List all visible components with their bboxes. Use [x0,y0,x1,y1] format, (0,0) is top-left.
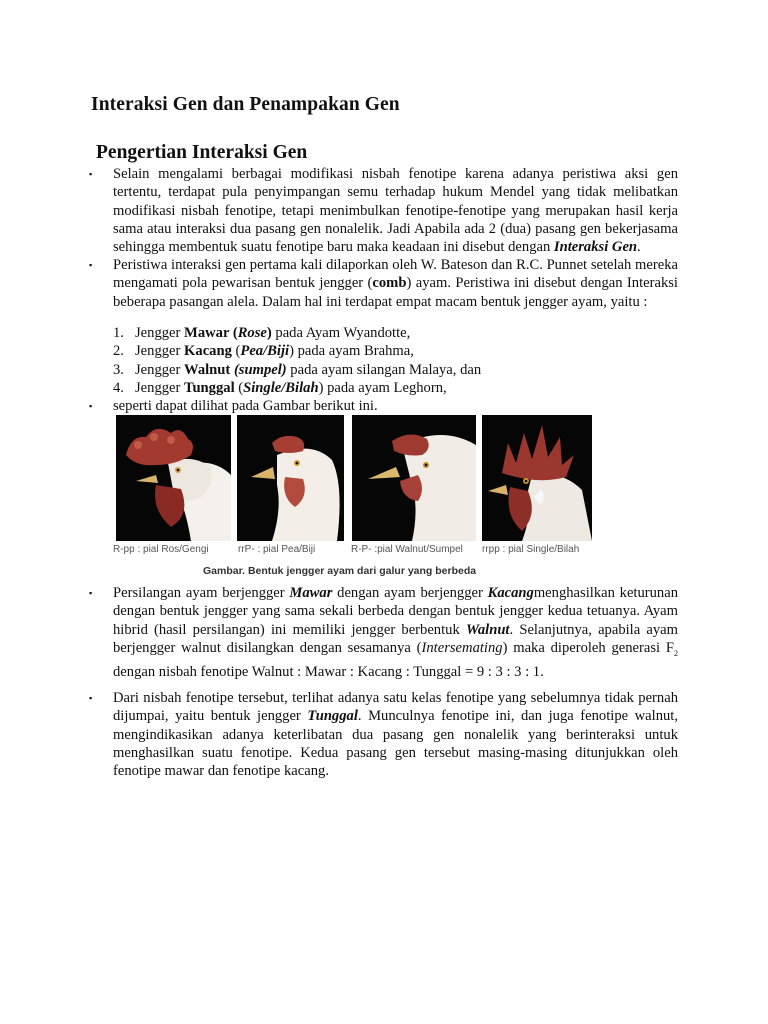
bullet-marker: ▪ [89,693,93,703]
figure-title: Gambar. Bentuk jengger ayam dari galur yang berbeda [203,565,477,577]
rooster-walnut-comb-image [352,415,476,541]
caption-rose: R-pp : pial Ros/Gengi [113,544,209,555]
comb-type-list [113,324,678,397]
paragraph-4: Persilangan ayam berjengger Mawar dengan ayam berjengger Kacangmenghasilkan keturunan dengan bentuk jengger yang sama sekali berbeda dengan bentuk jengger kedua tetuanya. Ayam hibrid (hasil persilangan) ini memiliki jengger berbentuk Walnut. Selanjutnya, apabila ayam berjengger walnut disilangkan dengan sesamanya (Intersemating) maka diperoleh generasi $F_2$ dengan nisbah fenotipe Walnut : Mawar : Kacang : Tunggal = 9 : 3 : 3 : 1. [113,585,679,681]
rooster-rose-comb-image [116,415,231,541]
paragraph-5: Dari nisbah fenotipe tersebut, terlihat adanya satu kelas fenotipe yang sebelumnya tidak pernah dijumpai, yaitu bentuk jengger Tunggal. Munculnya fenotipe ini, dan juga fenotipe walnut, mengindikasikan adanya keterlibatan dua pasang gen nonalelik yang berinteraksi untuk menghasilkan suatu fenotipe. Kedua pasang gen tersebut masing-masing ditunjukkan oleh fenotipe mawar dan fenotipe kacang. [113,690,678,780]
paragraph-2: Peristiwa interaksi gen pertama kali dilaporkan oleh W. Bateson dan R.C. Punnet setelah mereka mengamati pola pewarisan bentuk jengger (comb) ayam. Peristiwa ini disebut dengan Interaksi beberapa pasangan alela. Dalam hal ini terdapat empat macam bentuk jengger ayam, yaitu : [113,257,678,310]
list-item: 2. Jengger Kacang (Pea/Biji) pada ayam Brahma, [113,343,414,360]
bullet-marker: ▪ [89,588,93,598]
caption-walnut: R-P- :pial Walnut/Sumpel [351,544,463,555]
section-title: Pengertian Interaksi Gen [96,142,308,163]
emphasis-interaksi-gen: Interaksi Gen [553,239,638,256]
paragraph-1: Selain mengalami berbagai modifikasi nisbah fenotipe karena adanya peristiwa aksi gen tertentu, terdapat pula penyimpangan semu terhadap hukum Mendel yang tidak melibatkan modifikasi nisbah fenotipe, tetapi menimbulkan fenotipe-fenotipe yang merupakan hasil kerja sama atau interaksi dua pasang gen nonalelik. Jadi Apabila ada 2 (dua) pasang gen bekerjasama sehingga membentuk suatu fenotipe baru maka keadaan ini disebut dengan Interaksi Gen. [113,166,678,256]
caption-pea: rrP- : pial Pea/Biji [238,544,316,555]
bullet-marker: ▪ [89,260,93,270]
list-item: 3. Jengger Walnut (sumpel) pada ayam silangan Malaya, dan [113,361,482,378]
list-item: 1. Jengger Mawar (Rose) pada Ayam Wyandotte, [113,325,411,341]
figure-caption-row [113,544,598,560]
list-item: 4. Jengger Tunggal (Single/Bilah) pada ayam Leghorn, [113,379,447,396]
paragraph-3: seperti dapat dilihat pada Gambar berikut ini. [113,398,378,414]
rooster-pea-comb-image [237,415,344,541]
rooster-single-comb-image [482,415,592,541]
bullet-marker: ▪ [89,401,93,411]
caption-single: rrpp : pial Single/Bilah [482,544,580,555]
bullet-marker: ▪ [89,169,93,179]
page-title: Interaksi Gen dan Penampakan Gen [91,94,400,115]
comb-figure [113,413,598,583]
